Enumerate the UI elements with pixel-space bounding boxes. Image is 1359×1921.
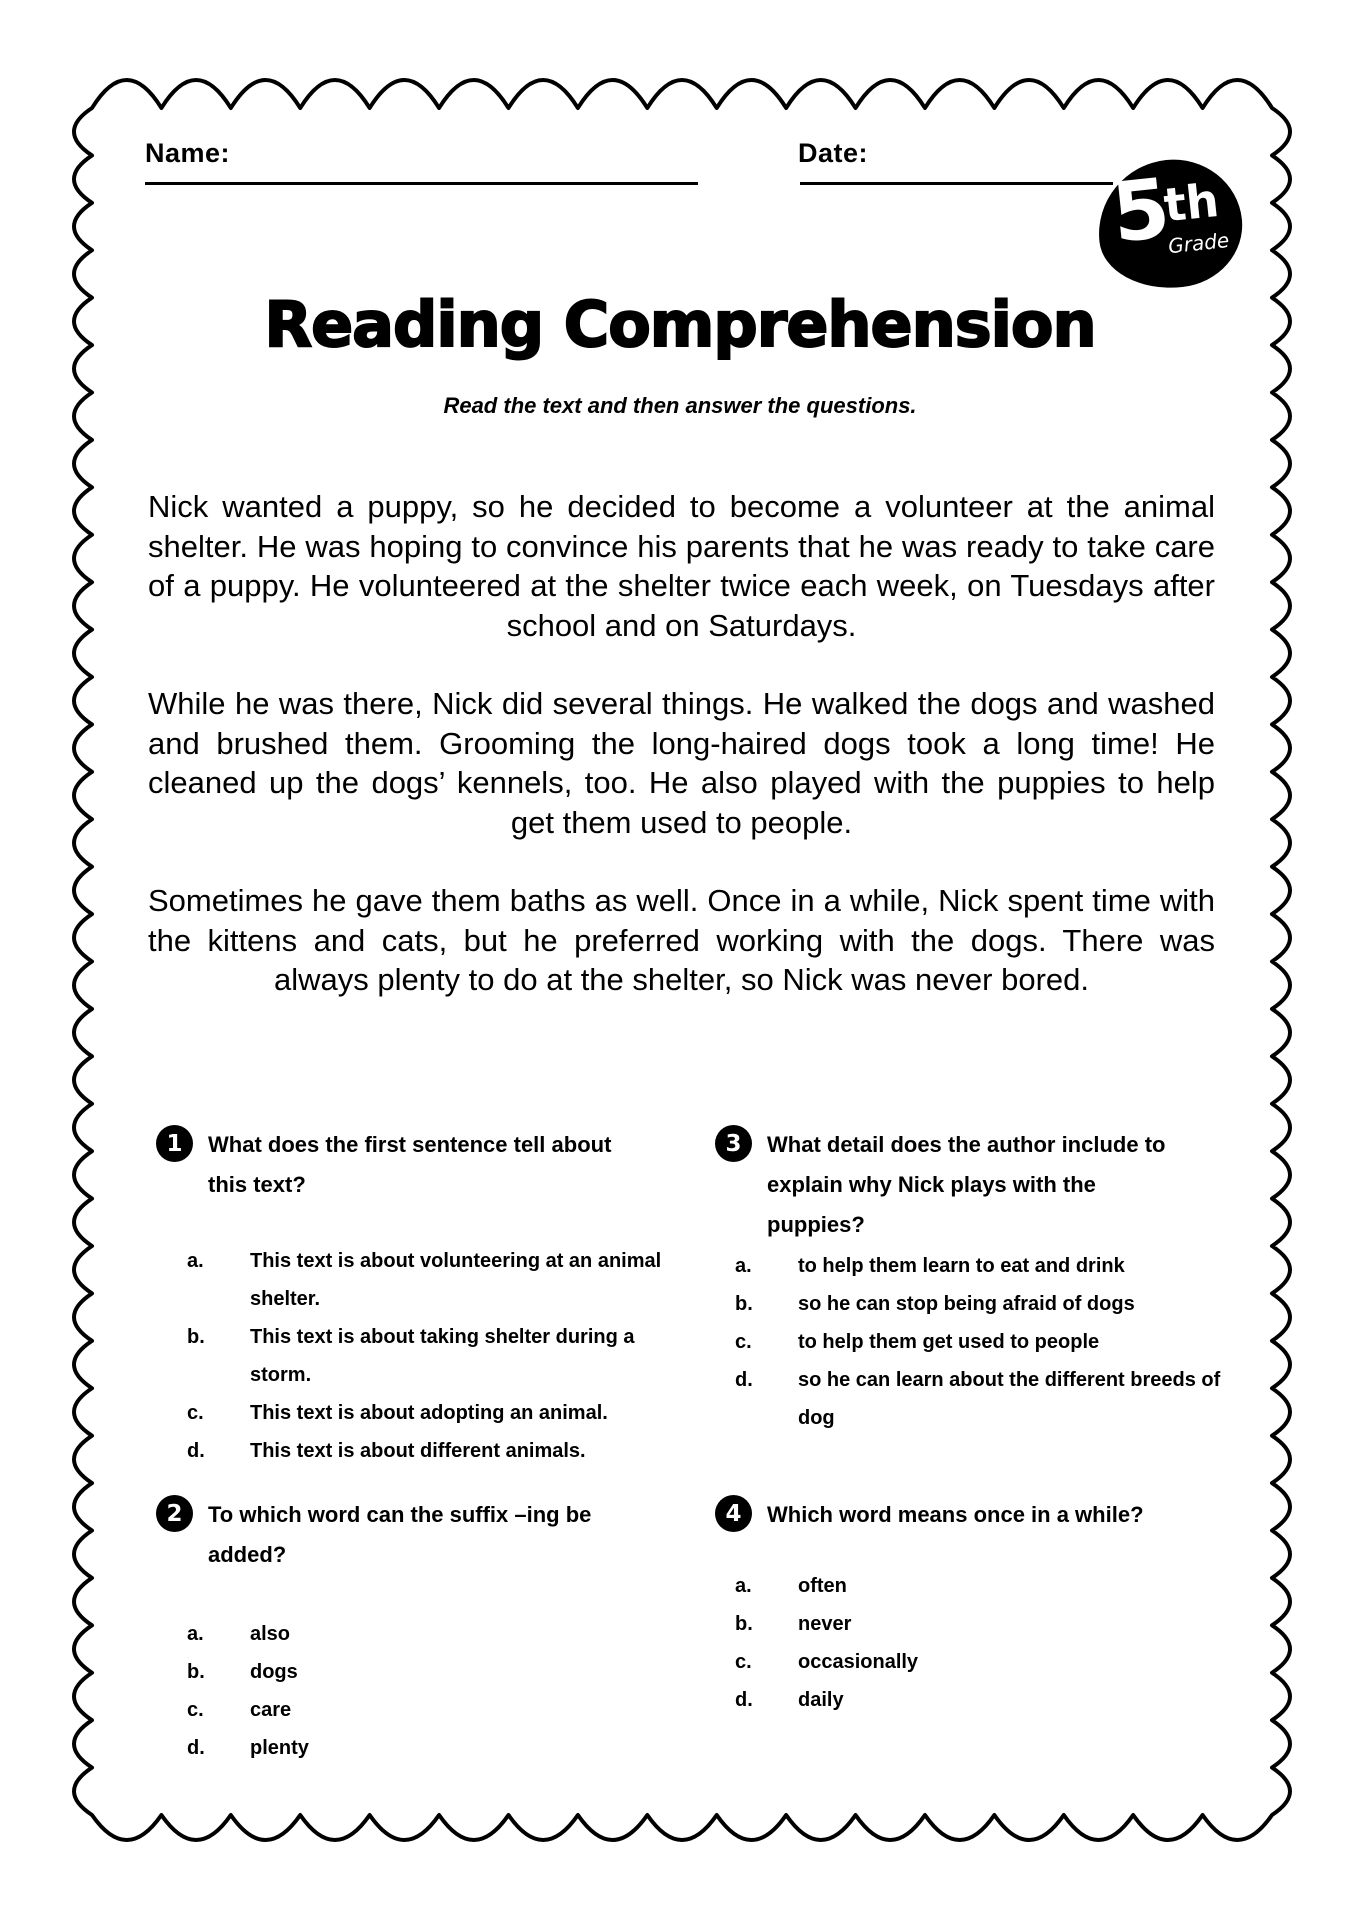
option-text: daily [798,1689,844,1711]
name-input-line[interactable] [145,182,698,185]
answer-option [735,1361,1228,1437]
option-text: This text is about taking shelter during a storm. [250,1326,635,1386]
answer-option [187,1432,680,1470]
option-text: to help them learn to eat and drink [798,1255,1125,1277]
answer-option [735,1247,1228,1285]
instructions-text: Read the text and then answer the questions. [443,393,917,418]
question-4 [715,1495,1197,1719]
option-letter: a. [187,1250,204,1272]
option-text: to help them get used to people [798,1331,1100,1353]
option-letter: c. [187,1402,204,1424]
option-letter: b. [187,1326,205,1348]
option-text: care [250,1699,292,1721]
question-text: What does the first sentence tell about this text? [208,1132,612,1197]
option-letter: d. [735,1689,753,1711]
option-letter: c. [735,1651,752,1673]
answer-option [735,1643,1197,1681]
passage-paragraph: Sometimes he gave them baths as well. Once in a while, Nick spent time with the kittens and cats, but he preferred working with the dogs. There was always plenty to do at the shelter, so Nick was never bored. [148,883,1215,997]
option-letter: d. [187,1440,205,1462]
option-text: This text is about volunteering at an animal shelter. [250,1250,662,1310]
answer-option [187,1242,680,1318]
question-text: Which word means once in a while? [767,1502,1144,1527]
passage-paragraph: While he was there, Nick did several things. He walked the dogs and washed and brushed them. Grooming the long-haired dogs took a long time! He cleaned up the dogs’ kennels, too. He also played with the puppies to help get them used to people. [148,686,1215,840]
option-letter: b. [187,1661,205,1683]
date-input-line[interactable] [800,182,1113,185]
answer-options [187,1615,638,1767]
answer-options [735,1567,1197,1719]
answer-option [735,1323,1228,1361]
answer-option [735,1681,1197,1719]
option-letter: a. [187,1623,204,1645]
option-text: This text is about adopting an animal. [250,1402,608,1424]
option-text: often [798,1575,847,1597]
question-text: What detail does the author include to explain why Nick plays with the puppies? [767,1132,1166,1237]
option-text: This text is about different animals. [250,1440,586,1462]
answer-option [187,1615,638,1653]
grade-word: Grade [1167,227,1231,259]
option-text: occasionally [798,1651,919,1673]
page-title: Reading Comprehension [264,288,1096,361]
answer-option [735,1567,1197,1605]
grade-number: 5 [1107,161,1175,262]
answer-option [187,1729,638,1767]
passage-paragraph: Nick wanted a puppy, so he decided to become a volunteer at the animal shelter. He was hoping to convince his parents that he was ready to take care of a puppy. He volunteered at the shelter twice each week, on Tuesdays after school and on Saturdays. [148,489,1215,643]
answer-option [187,1318,680,1394]
option-letter: d. [187,1737,205,1759]
option-letter: b. [735,1293,753,1315]
option-text: dogs [250,1661,298,1683]
name-label: Name: [145,138,231,168]
question-3 [715,1125,1228,1437]
question-number-badge: 4 [715,1495,752,1532]
answer-options [187,1242,680,1470]
option-text: so he can stop being afraid of dogs [798,1293,1135,1315]
option-text: so he can learn about the different breeds of dog [798,1369,1221,1429]
question-number-badge: 1 [156,1125,193,1162]
question-number-badge: 3 [715,1125,752,1162]
option-text: never [798,1613,852,1635]
option-letter: a. [735,1575,752,1597]
question-2 [156,1495,638,1767]
reading-passage [148,487,1215,1000]
answer-options [735,1247,1228,1437]
answer-option [187,1394,680,1432]
answer-option [735,1285,1228,1323]
question-text: To which word can the suffix –ing be added? [208,1502,592,1567]
question-1 [156,1125,680,1470]
option-letter: d. [735,1369,753,1391]
option-letter: b. [735,1613,753,1635]
question-number-badge: 2 [156,1495,193,1532]
option-text: also [250,1623,291,1645]
answer-option [735,1605,1197,1643]
option-text: plenty [250,1737,309,1759]
grade-suffix: th [1161,172,1222,233]
option-letter: c. [735,1331,752,1353]
answer-option [187,1691,638,1729]
option-letter: a. [735,1255,752,1277]
answer-option [187,1653,638,1691]
option-letter: c. [187,1699,204,1721]
date-label: Date: [798,138,869,168]
